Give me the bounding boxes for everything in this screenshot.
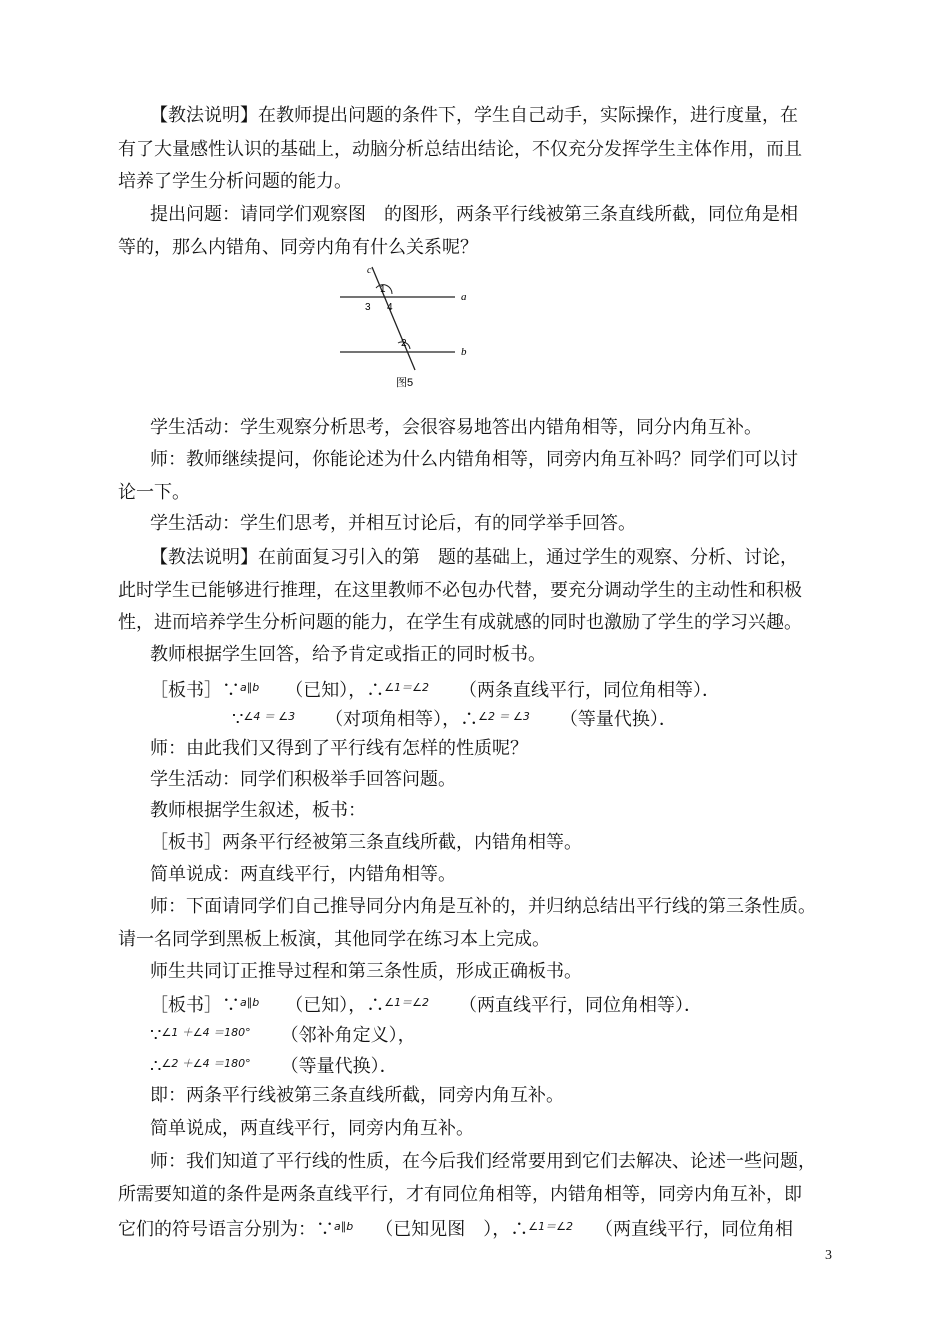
math-expression: ∠1 ＋∠4 ＝180° bbox=[161, 1026, 251, 1039]
paragraph-line: 教师根据学生叙述，板书： bbox=[150, 800, 366, 821]
math-expression: a∥b bbox=[240, 996, 260, 1009]
math-expression: a∥b bbox=[240, 681, 260, 694]
paragraph-line: 简单说成：两直线平行，内错角相等。 bbox=[150, 864, 456, 885]
reason-text: （两条直线平行，同位角相等）． bbox=[458, 680, 720, 701]
paragraph-text: （已知见图 ）， bbox=[375, 1219, 511, 1240]
therefore-symbol: ∴ bbox=[510, 1219, 529, 1240]
math-expression: ∠4 ＝ ∠3 bbox=[243, 710, 296, 723]
paragraph-line: 师生共同订正推导过程和第三条性质，形成正确板书。 bbox=[150, 961, 582, 982]
reason-text: （已知）， bbox=[285, 995, 367, 1016]
board-line bbox=[150, 991, 702, 1018]
paragraph-line: 性，进而培养学生分析问题的能力，在学生有成就感的同时也激励了学生的学习兴趣。 bbox=[118, 612, 802, 633]
label-b: b bbox=[461, 346, 467, 358]
angle-label-1: 1 bbox=[380, 284, 386, 295]
math-expression: ∠1＝∠2 bbox=[528, 1220, 573, 1233]
paragraph-line: 提出问题：请同学们观察图 的图形，两条平行线被第三条直线所截，同位角是相 bbox=[150, 204, 798, 225]
because-symbol: ∵ bbox=[150, 1025, 162, 1046]
paragraph-line: 学生活动：学生观察分析思考，会很容易地答出内错角相等，同分内角互补。 bbox=[150, 417, 762, 438]
therefore-symbol: ∴ bbox=[460, 709, 479, 730]
paragraph-line: 学生活动：学生们思考，并相互讨论后，有的同学举手回答。 bbox=[150, 513, 636, 534]
board-label: ［板书］ bbox=[150, 995, 222, 1016]
paragraph-line bbox=[118, 1215, 793, 1242]
label-a: a bbox=[461, 291, 467, 303]
paragraph-line: 师：由此我们又得到了平行线有怎样的性质呢？ bbox=[150, 738, 528, 759]
math-expression: ∠2 ＝ ∠3 bbox=[478, 710, 530, 723]
parallel-lines-figure bbox=[330, 262, 480, 392]
math-expression: ∠1＝∠2 bbox=[384, 996, 429, 1009]
because-symbol: ∵ bbox=[222, 995, 240, 1016]
therefore-symbol: ∴ bbox=[366, 680, 385, 701]
paragraph-line: 所需要知道的条件是两条直线平行，才有同位角相等，内错角相等，同旁内角互补，即 bbox=[118, 1184, 802, 1205]
math-expression: a∥b bbox=[334, 1220, 354, 1233]
paragraph-line: ［板书］两条平行经被第三条直线所截，内错角相等。 bbox=[150, 832, 582, 853]
paragraph-line: 【教法说明】在教师提出问题的条件下，学生自己动手，实际操作，进行度量，在 bbox=[150, 105, 798, 126]
reason-text: （等量代换）． bbox=[280, 1056, 398, 1077]
board-line bbox=[232, 705, 677, 732]
reason-text: （等量代换）． bbox=[559, 709, 677, 730]
paragraph-line: 【教法说明】在前面复习引入的第 题的基础上，通过学生的观察、分析、讨论， bbox=[150, 547, 798, 568]
paragraph-line: 即：两条平行线被第三条直线所截，同旁内角互补。 bbox=[150, 1085, 564, 1106]
paragraph-line: 学生活动：同学们积极举手回答问题。 bbox=[150, 769, 456, 790]
page-number: 3 bbox=[825, 1248, 832, 1263]
board-label: ［板书］ bbox=[150, 680, 222, 701]
paragraph-line: 等的，那么内错角、同旁内角有什么关系呢？ bbox=[118, 237, 478, 258]
board-line bbox=[150, 1021, 416, 1048]
paragraph-line: 简单说成，两直线平行，同旁内角互补。 bbox=[150, 1118, 474, 1139]
angle-label-3: 3 bbox=[365, 302, 371, 313]
board-line bbox=[150, 676, 720, 703]
paragraph-line: 师：下面请同学们自己推导同分内角是互补的，并归纳总结出平行线的第三条性质。 bbox=[150, 896, 816, 917]
math-expression: ∠2 ＋∠4 ＝180° bbox=[161, 1057, 251, 1070]
paragraph-line: 此时学生已能够进行推理，在这里教师不必包办代替，要充分调动学生的主动性和积极 bbox=[118, 580, 802, 601]
figure-caption: 图5 bbox=[396, 377, 414, 389]
reason-text: （两直线平行，同位角相等）． bbox=[458, 995, 702, 1016]
paragraph-text: 它们的符号语言分别为： bbox=[118, 1219, 316, 1240]
paragraph-text: （两直线平行，同位角相 bbox=[594, 1219, 793, 1240]
paragraph-line: 论一下。 bbox=[118, 482, 190, 503]
because-symbol: ∵ bbox=[316, 1219, 334, 1240]
paragraph-line: 师：我们知道了平行线的性质，在今后我们经常要用到它们去解决、论述一些问题， bbox=[150, 1151, 816, 1172]
reason-text: （对项角相等）， bbox=[325, 709, 461, 730]
therefore-symbol: ∴ bbox=[366, 995, 385, 1016]
therefore-symbol: ∴ bbox=[150, 1056, 162, 1077]
paragraph-line: 培养了学生分析问题的能力。 bbox=[118, 171, 352, 192]
angle-label-4: 4 bbox=[387, 302, 393, 313]
because-symbol: ∵ bbox=[222, 680, 240, 701]
board-line bbox=[150, 1052, 398, 1079]
paragraph-line: 请一名同学到黑板上板演，其他同学在练习本上完成。 bbox=[118, 929, 550, 950]
math-expression: ∠1＝∠2 bbox=[384, 681, 429, 694]
paragraph-line: 有了大量感性认识的基础上，动脑分析总结出结论，不仅充分发挥学生主体作用，而且 bbox=[118, 139, 802, 160]
label-c: c bbox=[367, 265, 372, 276]
because-symbol: ∵ bbox=[232, 709, 244, 730]
paragraph-line: 教师根据学生回答，给予肯定或指正的同时板书。 bbox=[150, 644, 546, 665]
reason-text: （邻补角定义）， bbox=[280, 1025, 416, 1046]
angle-label-2: 2 bbox=[401, 338, 407, 349]
reason-text: （已知）， bbox=[285, 680, 367, 701]
paragraph-line: 师：教师继续提问，你能论述为什么内错角相等，同旁内角互补吗？同学们可以讨 bbox=[150, 449, 798, 470]
